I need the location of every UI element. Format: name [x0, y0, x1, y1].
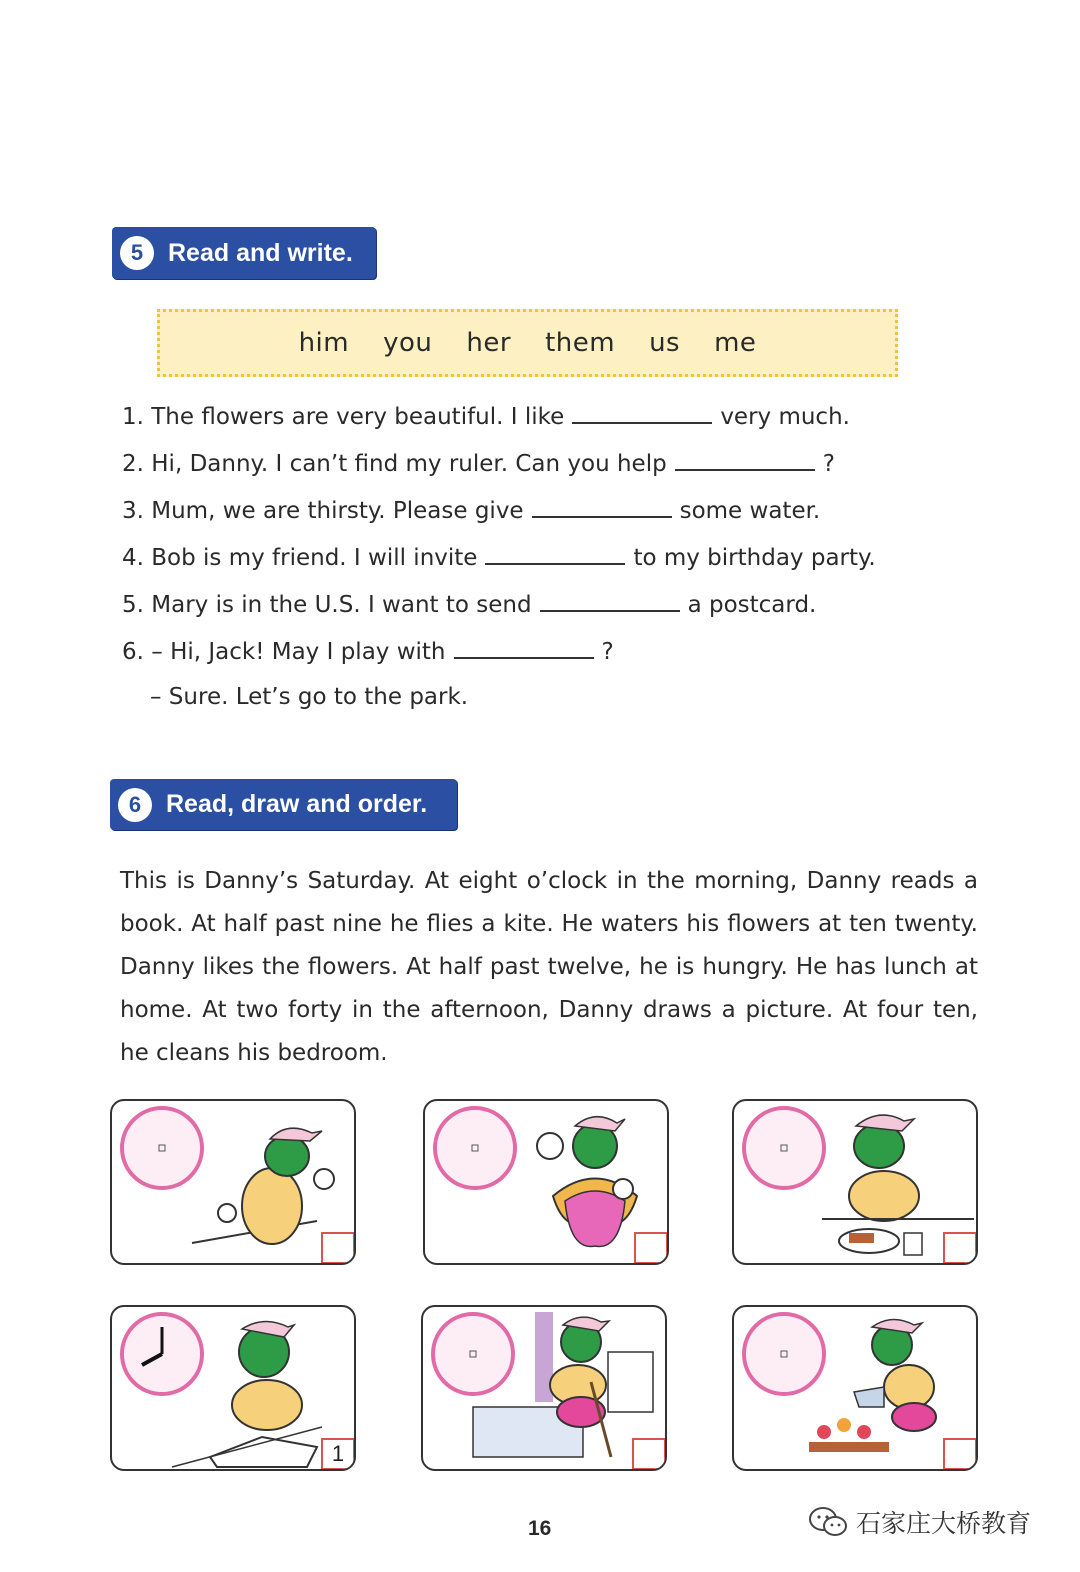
sentence-text: 3. Mum, we are thirsty. Please give: [122, 498, 524, 524]
word-bank-item: us: [649, 328, 681, 358]
sentence-text: 5. Mary is in the U.S. I want to send: [122, 592, 532, 618]
answer-blank[interactable]: [532, 496, 672, 518]
answer-blank[interactable]: [572, 402, 712, 424]
sentence-text: 4. Bob is my friend. I will invite: [122, 545, 478, 571]
clock-icon: [435, 1108, 515, 1188]
answer-blank[interactable]: [540, 590, 680, 612]
order-box[interactable]: [632, 1438, 666, 1470]
picture-watering: [732, 1305, 978, 1471]
order-box[interactable]: [943, 1232, 977, 1264]
section-6-title: Read, draw and order.: [166, 790, 428, 818]
word-bank-item: them: [545, 328, 616, 358]
page-number: 16: [528, 1517, 552, 1540]
word-bank-item: you: [383, 328, 433, 358]
section-6-header: [110, 779, 457, 830]
section-5-header: [112, 227, 376, 279]
clock-icon: [122, 1108, 202, 1188]
section-6-number: 6: [118, 788, 152, 822]
wechat-icon: [808, 1506, 848, 1538]
clock-icon: [744, 1108, 824, 1188]
sentence-1: [122, 402, 850, 430]
answer-blank[interactable]: [485, 543, 625, 565]
picture-lunch: [732, 1099, 978, 1265]
picture-reading: [110, 1305, 356, 1471]
sentence-text: a postcard.: [687, 592, 817, 618]
word-bank-item: me: [714, 328, 757, 358]
sentence-text: ?: [822, 451, 835, 477]
clock-icon: [433, 1314, 513, 1394]
sentence-text: 1. The flowers are very beautiful. I like: [122, 404, 565, 430]
section-5-number: 5: [120, 236, 154, 270]
sentence-text: some water.: [679, 498, 821, 524]
clock-icon: [122, 1314, 202, 1394]
dino-cleaning-illustration: [423, 1307, 667, 1471]
sentence-text: ?: [601, 639, 614, 665]
word-bank-item: him: [298, 328, 350, 358]
watermark: [808, 1504, 1031, 1540]
sentence-4: [122, 543, 876, 571]
story-paragraph: This is Danny’s Saturday. At eight o’clock in the morning, Danny reads a book. At half past nine he flies a kite. He waters his flowers at ten twenty. Danny likes the flowers. At half past twelve, he is hungry. He has lunch at home. At two forty in the afternoon, Danny draws a picture. At four ten, he cleans his bedroom.: [120, 868, 978, 1066]
picture-kite: [423, 1099, 669, 1265]
order-box[interactable]: 1: [321, 1438, 355, 1470]
watermark-text: 石家庄大桥教育: [856, 1509, 1032, 1538]
picture-drawing: [110, 1099, 356, 1265]
sentence-6-reply: – Sure. Let’s go to the park.: [150, 684, 469, 710]
sentence-2: [122, 449, 835, 477]
answer-blank[interactable]: [454, 637, 594, 659]
picture-cleaning: [421, 1305, 667, 1471]
answer-blank[interactable]: [675, 449, 815, 471]
dino-reading-illustration: [112, 1307, 356, 1471]
dino-watering-illustration: [734, 1307, 978, 1471]
word-bank: [157, 309, 898, 377]
order-box[interactable]: [321, 1232, 355, 1264]
word-bank-item: her: [466, 328, 512, 358]
sentence-text: 6. – Hi, Jack! May I play with: [122, 639, 446, 665]
order-box[interactable]: [943, 1438, 977, 1470]
sentence-text: 2. Hi, Danny. I can’t find my ruler. Can you help: [122, 451, 667, 477]
dino-kite-illustration: [425, 1101, 669, 1265]
sentence-text: very much.: [720, 404, 850, 430]
sentence-text: to my birthday party.: [633, 545, 876, 571]
clock-icon: [744, 1314, 824, 1394]
dino-lunch-illustration: [734, 1101, 978, 1265]
sentence-6: [122, 637, 614, 665]
dino-drawing-illustration: [112, 1101, 356, 1265]
sentence-5: [122, 590, 816, 618]
sentence-3: [122, 496, 820, 524]
order-box[interactable]: [634, 1232, 668, 1264]
section-5-title: Read and write.: [168, 238, 353, 267]
